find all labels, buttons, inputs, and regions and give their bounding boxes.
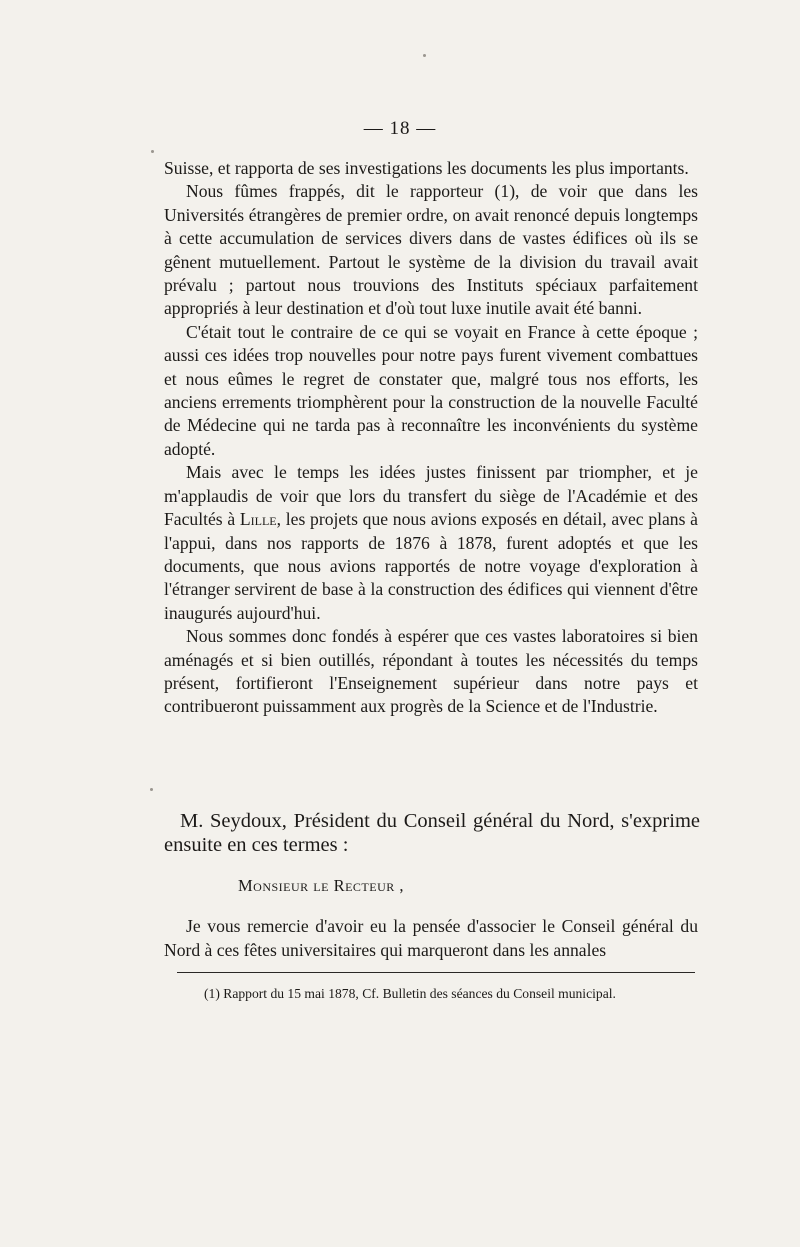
footnote-divider <box>177 972 695 973</box>
page-number: — 18 — <box>363 118 437 139</box>
paragraph: Je vous remercie d'avoir eu la pensée d'associer le Conseil général du Nord à ces fêtes universitaires qui marqueront dans les annales <box>164 916 698 960</box>
salutation: Monsieur le Recteur , <box>238 876 405 895</box>
scan-speck <box>423 54 426 57</box>
paragraph: C'était tout le contraire de ce qui se voyait en France à cette époque ; aussi ces idées trop nouvelles pour notre pays furent vivement combattues et nous eûmes le regret de constater que, malgré tous nos efforts, les anciens errements triomphèrent pour la construction de la nouvelle Faculté de Médecine qui ne tarda pas à reconnaître les inconvénients du système adopté. <box>164 321 698 459</box>
speaker-intro: M. Seydoux, Président du Conseil général du Nord, s'exprime ensuite en ces termes : <box>164 810 700 856</box>
city-name: Lille <box>239 509 277 530</box>
letter-text <box>164 914 698 962</box>
paragraph: Suisse, et rapporta de ses investigations les documents les plus importants. <box>164 158 689 178</box>
paragraph: Nous sommes donc fondés à espérer que ces vastes laboratoires si bien aménagés et si bien outillés, répondant à toutes les nécessités du temps présent, fortifieront l'Enseignement supérieur dans notre pays et contribueront puissamment aux progrès de la Science et de l'Industrie. <box>164 626 698 717</box>
main-text <box>164 157 698 719</box>
paragraph-text: , les projets que nous avions exposés en détail, avec plans à l'appui, dans nos rapports de 1876 à 1878, furent adoptés et que les documents, que nous avions rapportés de notre voyage d'exploration à l'étranger servirent de base à la construction des édifices qui viennent d'être inaugurés aujourd'hui. <box>164 509 698 623</box>
footnote: (1) Rapport du 15 mai 1878, Cf. Bulletin des séances du Conseil municipal. <box>204 986 616 1001</box>
scan-speck <box>151 150 154 153</box>
paragraph-text: Mais avec le temps les idées justes finissent par triompher, et je m'applaudis de voir que lors du transfert du siège de l'Académie et des Facultés à <box>164 462 698 530</box>
speaker-intro-block <box>164 809 700 857</box>
scan-speck <box>150 788 153 791</box>
paragraph <box>164 461 698 625</box>
paragraph: Nous fûmes frappés, dit le rapporteur (1), de voir que dans les Universités étrangères de premier ordre, on avait renoncé depuis longtemps à cette accumulation de services divers dans de vastes édifices où ils se gênent mutuellement. Partout le système de la division du travail avait prévalu ; partout nous trouvions des Instituts spéciaux parfaitement appropriés à leur destination et d'où tout luxe inutile avait été banni. <box>164 181 698 319</box>
